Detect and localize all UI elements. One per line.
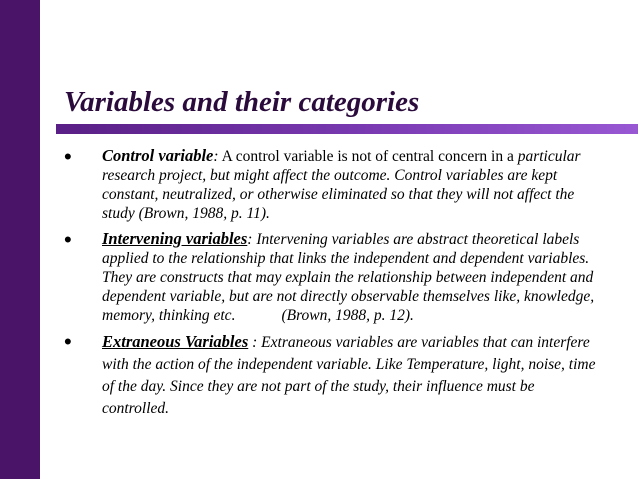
term-label: Control variable: [102, 146, 214, 165]
term-separator: :: [247, 231, 253, 248]
term-label: Extraneous Variables: [102, 332, 249, 351]
bullet-icon: •: [64, 144, 72, 169]
bullet-item-control-variable: [64, 146, 604, 223]
slide-title: Variables and their categories: [64, 86, 420, 118]
citation: (Brown, 1988, p. 12).: [281, 307, 414, 324]
definition-text: Intervening variables are abstract theoretical labels applied to the relationship that links the independent and dependent variables. They are constructs that may explain the relationship between independent and dependent variable, but are not directly observable themselves like, knowledge, memory, thinking etc.: [102, 231, 595, 324]
term-separator: :: [248, 334, 258, 351]
term-separator: :: [213, 148, 219, 165]
definition-text: particular research project, but might affect the outcome. Control variables are kept constant, neutralized, or otherwise eliminated so that they will not affect the study (Brown, 1988, p. 11).: [102, 148, 581, 222]
bullet-text: [102, 146, 604, 223]
title-divider-bar: [56, 124, 638, 134]
bullet-item-intervening-variables: [64, 229, 604, 325]
bullet-icon: •: [64, 329, 72, 354]
definition-text: Extraneous variables are variables that can interfere with the action of the independent variable. Like Temperature, light, noise, time of the day. Since they are not part of the study, their influence must be controlled.: [102, 334, 596, 417]
bullet-list: [64, 146, 604, 420]
bullet-icon: •: [64, 227, 72, 252]
bullet-item-extraneous-variables: [64, 331, 604, 420]
bullet-text: [102, 229, 604, 325]
bullet-text: [102, 331, 604, 420]
term-label: Intervening variables: [102, 229, 248, 248]
definition-lead: A control variable is not of central concern in a: [218, 148, 514, 165]
